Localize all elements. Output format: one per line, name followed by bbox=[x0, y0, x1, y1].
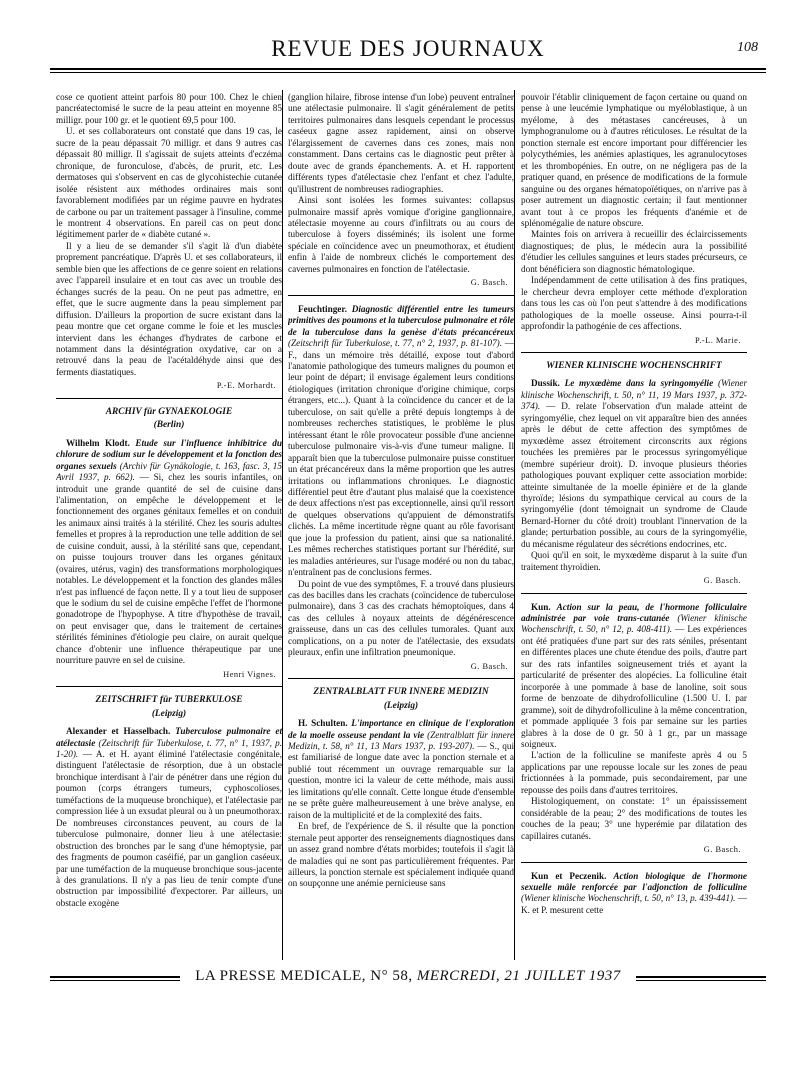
journal-city: (Berlin) bbox=[153, 420, 185, 431]
section-divider bbox=[288, 295, 514, 296]
signature: G. Basch. bbox=[703, 845, 741, 855]
article-body: — S., qui est familiarisé de longue date avec la ponction sternale et a publié tout récemment un ouvrage remarquable sur la question, montre ici la valeur de cette méthode, mais aussi les limitations qu'elle connaît. Cette longue étude d'ensemble ne se prête guère malheureusement à une brève analyse, en raison de la multiplicité et de la complexité des faits. bbox=[288, 741, 514, 820]
signature: P.-L. Marie. bbox=[694, 335, 741, 345]
paragraph: Il y a lieu de se demander s'il s'agit là d'un diabète proprement pancréatique. D'après U. et ses collaborateurs, il semble bien que les affections de ce genre soient en relations avec l'appareil insulaire et en tout cas avec un trouble des échanges sucrés de la peau. On ne peut pas admettre, en effet, que le sucre augmente dans la peau simplement par diffusion. D'ailleurs la proportion de sucre existant dans la peau montre que cet organe comme le foie et les muscles intervient dans les échanges d'hydrates de carbone et notamment dans la désintégration oxydative, car on a retrouvé dans la peau de l'acétaldéhyde ainsi que des ferments diastatiques. bbox=[56, 240, 282, 377]
footer-ornament-right bbox=[636, 976, 766, 981]
article-reference: (Wiener klinische Wochenschrift, t. 50, n° 11, 19 Mars 1937, p. 372-374). bbox=[521, 378, 747, 412]
article-reference: (Zentralblatt für innere Medizin, t. 58, n° 11, 13 Mars 1937, p. 193-207). bbox=[288, 729, 514, 752]
article bbox=[521, 871, 747, 917]
section-divider bbox=[56, 398, 282, 399]
section-divider bbox=[288, 678, 514, 679]
column-2 bbox=[288, 92, 514, 958]
article bbox=[56, 726, 282, 909]
article-title: Tuberculose pulmonaire et atélectasie bbox=[56, 726, 282, 748]
article-reference: (Zeitschrift für Tuberkulose, t. 77, n° 2, 1937, p. 81-107). bbox=[288, 338, 503, 349]
article-title: L'importance en clinique de l'exploration de la moelle osseuse pendant la vie bbox=[288, 718, 514, 740]
paragraph: Indépendamment de cette utilisation à des fins pratiques, le chercheur devra employer cette méthode d'exploration dans tous les cas où l'on peut s'attendre à des modifications pathologiques de la moelle osseuse. Ainsi pourra-t-il approfondir la pathogénie de ces affections. bbox=[521, 275, 747, 332]
journal-heading: WIENER KLINISCHE WOCHENSCHRIFT bbox=[546, 360, 722, 371]
article bbox=[521, 602, 747, 751]
article bbox=[288, 718, 514, 821]
section-divider bbox=[521, 862, 747, 863]
section-divider bbox=[521, 352, 747, 353]
masthead bbox=[50, 34, 766, 64]
paragraph: Maintes fois on arrivera à recueillir des éclaircissements diagnostiques; de plus, le médecin aura la possibilité d'étudier les cellules sanguines et leurs stades précurseurs, ce dont bénéficiera son diagnostic hématologique. bbox=[521, 229, 747, 274]
paragraph: En bref, de l'expérience de S. il résulte que la ponction sternale peut apporter des renseignements diagnostiques dans un assez grand nombre d'états morbides; toutefois il s'agit là de maladies qui ne sont pas particulièrement fréquentes. Par ailleurs, la ponction sternale est spécialement indiquée quand on soupçonne une anémie pernicieuse sans bbox=[288, 821, 514, 889]
column-divider-2 bbox=[514, 90, 515, 960]
paragraph: Quoi qu'il en soit, le myxœdème disparut à la suite d'un traitement thyroïdien. bbox=[521, 550, 747, 572]
journal-heading: ARCHIV für GYNAEKOLOGIE bbox=[105, 406, 233, 417]
page-footer bbox=[50, 966, 766, 988]
column-3 bbox=[521, 92, 747, 958]
page-number: 108 bbox=[737, 40, 758, 55]
paragraph: U. et ses collaborateurs ont constaté que dans 19 cas, le sucre de la peau dépassait 70 milligr. et dans 9 autres cas dépassait 80 milligr. Il s'agissait de sujets atteints d'eczéma chronique, de furonculose, d'abcès, de prurit, etc. Les dermatoses qui s'observent en cas de glycohistechie cutanée isolée résistent aux méthodes ordinaires mais sont favorablement modifiées par un régime pauvre en hydrates de carbone ou par un traitement passager à l'insuline, comme le montrent 4 observations. En pareil cas on peut donc légitimement parler de « diabète cutané ». bbox=[56, 126, 282, 240]
paragraph: Ainsi sont isolées les formes suivantes: collapsus pulmonaire massif après vomique d'origine ganglionnaire, atélectasie moyenne au cours d'infiltrats ou au cours de tuberculose à foyers disséminés; ils isolent une forme spéciale en coïncidence avec un pneumothorax, et étudient enfin à l'aide de nombreux clichés le comportement des cavernes pulmonaires en fonction de l'atélectasie. bbox=[288, 195, 514, 274]
article-author: Wilhelm Klodt. bbox=[66, 437, 130, 448]
article-title: Etude sur l'influence inhibitrice du chlorure de sodium sur le développement et la fonction des organes sexuels bbox=[56, 437, 282, 471]
article-title: Diagnostic différentiel entre les tumeurs primitives des poumons et la tuberculose pulmonaire et rôle de la tuberculose dans la genèse d'états précancéreux bbox=[288, 303, 514, 337]
footer-ornament-left bbox=[50, 976, 180, 981]
signature: G. Basch. bbox=[470, 661, 508, 671]
article-author: Feuchtinger. bbox=[298, 303, 347, 314]
signature: G. Basch. bbox=[470, 278, 508, 288]
footer-publication: LA PRESSE MEDICALE, N° 58, bbox=[195, 968, 413, 984]
header-rule-thin bbox=[50, 72, 766, 73]
journal-heading: ZEITSCHRIFT für TUBERKULOSE bbox=[95, 695, 243, 706]
section-divider bbox=[521, 593, 747, 594]
article-reference: (Zeitschrift für Tuberkulose, t. 77, n° 1, 1937, p. 1-20). bbox=[56, 737, 282, 760]
footer-date: MERCREDI, 21 JUILLET 1937 bbox=[416, 968, 621, 984]
header-rule-thick bbox=[50, 68, 766, 70]
article-author: Kun et Peczenik. bbox=[531, 870, 607, 881]
article-body: — D. relate l'observation d'un malade atteint de syringomyélie, chez lequel on vit apparaître bien des années après le début de cette affection des symptômes de myxœdème assez étroitement circonscrits aux régions touchées les premières par le processus syringomyélique (membre supérieur droit). D. invoque plusieurs théories pathologiques pouvant expliquer cette association morbide: atteinte simultanée de la moelle épinière et de la glande thyroïde; lésions du sympathique cervical au cours de la syringomyélie (dont témoignait un syndrome de Claude Bernard-Horner du côté droit) troublant l'innervation de la glande; perturbation possible, au cours de la syringomyélie, du mécanisme régulateur des sécrétions endocrines, etc. bbox=[521, 401, 747, 549]
journal-section-title: REVUE DES JOURNAUX bbox=[271, 36, 545, 61]
article-body: — Les expériences ont été pratiquées d'une part sur des rats séniles, présentant en différentes places une chute étendue des poils, d'autre part sur des rats infantiles soigneusement triés et ayant la particularité de présenter des alopécies. La folliculine était incorporée à une pommade à base de lanoline, soit sous forme de benzoate de dihydrofolliculine (1.500 U. I. par gramme), soit de dihydrofolliculine à la même concentration, et pommade appliquée 3 fois par semaine sur les parties glabres à la dose de 0 gr. 50 à 1 gr., par un massage soigneux. bbox=[521, 624, 747, 750]
article-body: — Si, chez les souris infantiles, on introduit une grande quantité de sel de cuisine dans l'alimentation, on empêche le développement et le fonctionnement des organes génitaux femelles et on conduit les animaux ainsi traités à la stérilité. Chez les souris adultes femelles et propres à la reproduction une telle addition de sel de cuisine conduit, aussi, à la stérilité sans que, cependant, on puisse toujours trouver dans les organes génitaux (ovaires, utérus, vagin) des transformations morphologiques notables. Le développement et la fonction des glandes mâles n'est pas influencé de façon nette. Il y a tout lieu de supposer que le sodium du sel de cuisine empêche l'effet de l'hormone gonadotrope de l'hypophyse. A titre d'hypothèse de travail, on peut envisager que, dans le traitement de certaines stérilités féminines d'étiologie peu claire, on aurait quelque chance d'obtenir une influence thérapeutique par une nourriture pauvre en sel de cuisine. bbox=[56, 472, 282, 666]
article-reference: (Archiv für Gynäkologie, t. 163, fasc. 3, 15 Avril 1937, p. 662). bbox=[56, 460, 282, 483]
article-title: Action biologique de l'hormone sexuelle mâle renforcée par l'adjonction de folliculine bbox=[521, 870, 747, 892]
paragraph: pouvoir l'établir cliniquement de façon certaine ou quand on pense à une leucémie lymphatique ou myéloblastique, à un myélome, à des métastases cancéreuses, à un lymphogranulome ou à d'autres réticuloses. Le résultat de la ponction sternale est encore important pour différencier les polycythémies, les anémies aplastiques, les agranulocytoses et les thrombopénies. En outre, on ne négligera pas de la pratiquer quand, en présence de modifications de la formule sanguine ou des organes hématopoïétiques, on n'arrive pas à poser autrement un diagnostic certain; il faut mentionner avant tout à ce propos les fréquents d'anémie et de splénomégalie de nature obscure. bbox=[521, 92, 747, 228]
footer-text bbox=[190, 968, 626, 985]
article-body: — A. et H. ayant éliminé l'atélectasie congénitale, distinguent l'atélectasie de résorption, due à un obstacle bronchique interdisant à l'air de pénétrer dans une région du poumon (corps étrangers tumeurs, cyphoscolioses, tuméfactions de la muqueuse bronchique), et l'atélectasie par compression liée à un exsudat pleural ou à un pneumothorax. De nombreuses circonstances peuvent, au cours de la tuberculose pulmonaire, donner lieu à une atélectasie: obstruction des bronches par le sang d'une hémoptysie, par des fragments de poumon caséifié, par un ganglion caséeux, par une tuméfaction de la muqueuse bronchique sous-jacente à des granulations. Il n'y a pas lieu de tenir compte d'une obstruction par impossibilité d'expectorer. Par ailleurs, un obstacle exogène bbox=[56, 749, 282, 908]
article bbox=[288, 304, 514, 579]
column-divider-1 bbox=[282, 90, 283, 960]
article-title: Action sur la peau, de l'hormone folliculaire administrée par voie trans-cutanée bbox=[521, 601, 747, 624]
paragraph: (ganglion hilaire, fibrose intense d'un lobe) peuvent entraîner une atélectasie pulmonaire. Il s'agit généralement de petits territoires pulmonaires dans lesquels cependant le processus caséeux gagne assez rapidement, ainsi on observe l'élargissement de cavernes dans ces zones, mais non constamment. Dans certains cas le diagnostic peut prêter à doute avec de grands épanchements. A. et H. rapportent différents types d'atélectasie chez l'enfant et chez l'adulte, qu'illustrent de nombreuses radiographies. bbox=[288, 92, 514, 194]
section-divider bbox=[56, 686, 282, 687]
paragraph: Histologiquement, on constate: 1° un épaississement considérable de la peau; 2° des modifications de toutes les couches de la peau; 3° une hyperémie par dilatation des capillaires cutanés. bbox=[521, 796, 747, 841]
article-author: Dussik. bbox=[531, 378, 560, 389]
journal-heading: ZENTRALBLATT FUR INNERE MEDIZIN bbox=[313, 687, 489, 698]
article-reference: (Wiener klinische Wochenschrift, t. 50, n° 13, p. 439-441). bbox=[521, 893, 736, 904]
signature: Henri Vignes. bbox=[223, 669, 276, 679]
paragraph: L'action de la folliculine se manifeste après 4 ou 5 applications par une repousse locale sur les zones de peau frictionnées à la pommade, puis secondairement, par une repousse des poils dans d'autres territoires. bbox=[521, 750, 747, 795]
article-body: — K. et P. mesurent cette bbox=[521, 893, 747, 915]
article-author: Alexander et Hasselbach. bbox=[66, 726, 171, 737]
article-reference: (Wiener klinische Wochenschrift, t. 50, n° 12, p. 408-411). bbox=[521, 613, 747, 635]
signature: G. Basch. bbox=[703, 576, 741, 586]
column-1 bbox=[56, 92, 282, 958]
paragraph: cose ce quotient atteint parfois 80 pour 100. Chez le chien pancréatectomisé le sucre de la peau atteint en moyenne 85 milligr. pour 100 gr. et le quotient 69,5 pour 100. bbox=[56, 92, 282, 125]
signature: P.-E. Morhardt. bbox=[216, 381, 276, 391]
article-title: Le myxœdème dans la syringomyélie bbox=[564, 378, 714, 389]
article bbox=[521, 378, 747, 550]
article bbox=[56, 438, 282, 667]
article-author: H. Schulten. bbox=[298, 718, 348, 729]
article-body: — F., dans un mémoire très détaillé, expose tout d'abord l'anatomie pathologique des tumeurs malignes du poumon et leur point de départ; il envisage également leurs conditions étiologiques (irritation chronique d'origine chimique, corps étrangers, etc...). Quant à la coïncidence du cancer et de la tuberculose, on sait qu'elle a prêté depuis longtemps à de nombreuses recherches statistiques, le problème le plus intéressant étant le rôle provocateur possible d'une ancienne tuberculose pulmonaire vis-à-vis d'une tumeur maligne. Il apparaît bien que la tuberculose pulmonaire puisse constituer un état précancéreux dans la même proportion que les autres irritations ou inflammations chroniques. Le diagnostic différentiel peut être d'autant plus malaisé que la coexistence de deux affections n'est pas exceptionnelle, ainsi qu'il ressort de quelques observations qu'appuient de démonstratifs clichés. La même incertitude règne quant au rôle favorisant que joue la profession du patient, ainsi que sa nationalité. Les mêmes recherches statistiques portant sur l'hérédité, sur les maladies antérieures, sur l'usage modéré ou non du tabac, n'entraînent pas de conclusions fermes. bbox=[288, 338, 514, 578]
article-author: Kun. bbox=[531, 601, 551, 612]
journal-city: (Leipzig) bbox=[151, 708, 187, 719]
paragraph: Du point de vue des symptômes, F. a trouvé dans plusieurs cas des bacilles dans les crachats (coïncidence de tuberculose pulmonaire), dans 3 cas des crachats hémoptoïques, dans 4 cas des cellules à noyaux atteints de dégénérescence graisseuse, dans un cas des cellules tumorales. Quant aux complications, on a pu noter de l'atélectasie, des exsudats pleuraux, enfin une infiltration pneumonique. bbox=[288, 578, 514, 658]
journal-city: (Leipzig) bbox=[383, 700, 419, 711]
